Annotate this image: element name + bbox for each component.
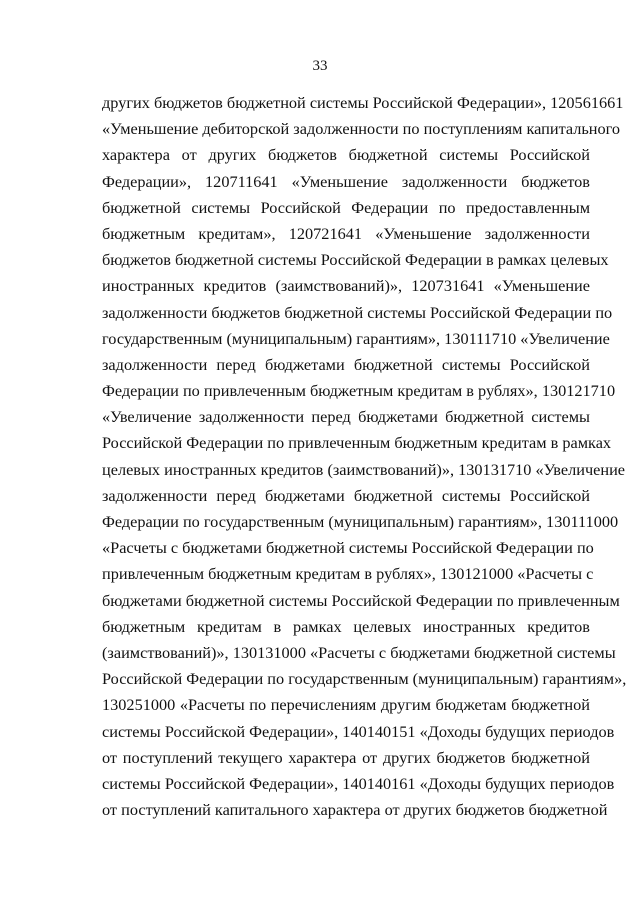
text-line: бюджетным кредитам в рамках целевых иностранных кредитов [102,616,590,636]
text-line: задолженности перед бюджетами бюджетной системы Российской [102,354,590,374]
text-line: задолженности бюджетов бюджетной системы Российской Федерации по [102,302,613,322]
text-line: других бюджетов бюджетной системы Российской Федерации», 120561661 [102,93,624,112]
text-line: характера от других бюджетов бюджетной системы Российской [102,145,590,165]
text-line: задолженности перед бюджетами бюджетной системы Российской [102,485,590,505]
text-line: «Уменьшение дебиторской задолженности по поступлениям капитального [102,119,621,139]
text-line: системы Российской Федерации», 140140161 «Доходы будущих периодов [102,773,615,793]
text-line: от поступлений капитального характера от других бюджетов бюджетной [102,800,608,820]
text-line: бюджетами бюджетной системы Российской Федерации по привлеченным [102,590,620,610]
text-line: бюджетной системы Российской Федерации по предоставленным [102,197,590,217]
text-line: Федерации по государственным (муниципальным) гарантиям», 130111000 [102,512,619,531]
text-line: бюджетным кредитам», 120721641 «Уменьшение задолженности [102,223,590,243]
page-number: 33 [312,58,328,74]
text-line: привлеченным бюджетным кредитам в рублях», 130121000 «Расчеты с [102,564,594,584]
text-line: Российской Федерации по государственным (муниципальным) гарантиям», [102,669,627,689]
text-line: 130251000 «Расчеты по перечислениям другим бюджетам бюджетной [102,695,590,715]
text-line: (заимствований)», 130131000 «Расчеты с бюджетами бюджетной системы [102,642,616,662]
text-line: «Расчеты с бюджетами бюджетной системы Российской Федерации по [102,538,594,558]
text-line: Российской Федерации по привлеченным бюджетным кредитам в рамках [102,433,612,453]
text-line: системы Российской Федерации», 140140151 «Доходы будущих периодов [102,721,615,741]
text-line: бюджетов бюджетной системы Российской Федерации в рамках целевых [102,250,609,270]
text-line: «Увеличение задолженности перед бюджетами бюджетной системы [102,407,590,427]
text-line: Федерации по привлеченным бюджетным кредитам в рублях», 130121710 [102,381,616,401]
text-line: Федерации», 120711641 «Уменьшение задолженности бюджетов [102,171,590,191]
text-line: от поступлений текущего характера от других бюджетов бюджетной [102,747,590,767]
text-line: целевых иностранных кредитов (заимствований)», 130131710 «Увеличение [102,459,626,479]
text-line: государственным (муниципальным) гарантиям», 130111710 «Увеличение [102,328,610,348]
text-line: иностранных кредитов (заимствований)», 120731641 «Уменьшение [102,276,590,296]
body-text [102,90,627,823]
